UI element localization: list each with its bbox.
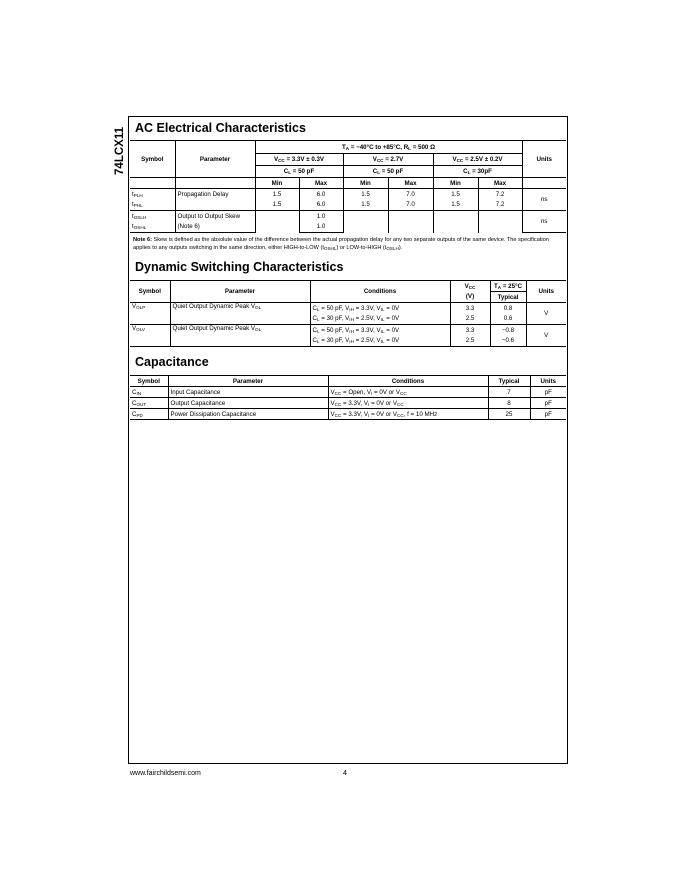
param-note-ref: (Note 6) [175,222,255,233]
units-v: V [526,303,566,325]
capacitance-section-title: Capacitance [135,355,209,369]
table-cell: 0.6 [490,314,526,325]
table-cell: −0.8 [490,325,526,336]
ac-header-max: Max [478,178,522,189]
ac-header-cl-30pf: $C_L = 30pF$ [433,166,522,178]
dynamic-switching-table [130,280,566,347]
ac-header-symbol: Symbol [130,141,175,178]
dyn-header-conditions: Conditions [310,281,450,303]
table-row [130,325,566,336]
ac-header-max: Max [388,178,433,189]
dyn-header-vcc-unit: (V) [450,292,490,303]
table-cell: 6.0 [299,189,343,200]
param-quiet-peak-volv: Quiet Output Dynamic Peak $V_{OL}$ [170,325,310,347]
table-cell: 2.5 [450,314,490,325]
table-cell: pF [530,398,566,409]
table-row [130,303,566,314]
dyn-header-units: Units [526,281,566,303]
table-row [130,409,566,420]
cond-volv-1: $C_L = 50$ pF, $V_{IH} = 3.3V$, $V_{IL} = 0V$ [310,325,450,336]
ac-header-parameter: Parameter [175,141,255,178]
ac-header-units: Units [522,141,566,178]
ac-header-min: Min [433,178,478,189]
cond-cpd: $V_{CC} = 3.3V$, $V_I = 0V$ or $V_{CC}$, f = 10 MHz [328,409,488,420]
table-cell: 1.0 [299,222,343,233]
cap-header-symbol: Symbol [130,376,168,387]
dyn-header-vcc: $V_{CC}$ [450,281,490,292]
page-number: 4 [343,770,347,777]
symbol-tphl: $t_{PHL}$ [130,200,175,211]
capacitance-table [130,375,566,420]
table-row [130,398,566,409]
cond-volp-2: $C_L = 30$ pF, $V_{IH} = 2.5V$, $V_{IL} = 0V$ [310,314,450,325]
table-cell: pF [530,387,566,398]
table-cell: 2.5 [450,336,490,347]
table-cell: 7.2 [478,189,522,200]
table-cell: 1.5 [343,189,388,200]
cap-header-typical: Typical [488,376,530,387]
table-cell: Output Capacitance [168,398,328,409]
symbol-cin: $C_{IN}$ [130,387,168,398]
table-cell: 6.0 [299,200,343,211]
table-cell: 1.5 [255,200,299,211]
units-ns: ns [522,211,566,233]
ac-header-vcc-2v5: $V_{CC} = 2.5V \pm 0.2V$ [433,154,522,166]
cond-volv-2: $C_L = 30$ pF, $V_{IH} = 2.5V$, $V_{IL} = 0V$ [310,336,450,347]
cond-cin: $V_{CC}$ = Open, $V_I = 0V$ or $V_{CC}$ [328,387,488,398]
dyn-header-ta: $T_A = 25^\circ C$ [490,281,526,292]
symbol-toslh: $t_{OSLH}$ [130,211,175,222]
dyn-header-symbol: Symbol [130,281,170,303]
cap-header-conditions: Conditions [328,376,488,387]
param-output-skew: Output to Output Skew [175,211,255,222]
table-cell: pF [530,409,566,420]
ac-section-title: AC Electrical Characteristics [135,121,306,135]
symbol-volv: $V_{OLV}$ [130,325,170,347]
table-cell: 1.5 [343,200,388,211]
ac-header-cl-50pf: $C_L = 50$ pF [255,166,343,178]
ac-header-conditions: $T_A = -40^\circ C$ to +85°C, $R_L = 500$ Ω [255,141,522,154]
param-propagation-delay: Propagation Delay [175,189,255,200]
table-row [130,387,566,398]
table-cell: 25 [488,409,530,420]
units-v: V [526,325,566,347]
table-row [130,200,566,211]
symbol-volp: $V_{OLP}$ [130,303,170,325]
symbol-toshl: $t_{OSHL}$ [130,222,175,233]
cap-header-parameter: Parameter [168,376,328,387]
table-cell: 1.5 [433,200,478,211]
ac-header-min: Min [343,178,388,189]
table-cell: 1.0 [299,211,343,222]
note-6: Note 6: Skew is defined as the absolute value of the difference between the actual propagation delay for any two separate outputs of the same device. The specification applies to any outputs switching in the same direction, either HIGH-to-LOW $(t_{OSHL})$ or LOW-to-HIGH $(t_{OSLH})$. [133,237,549,251]
table-cell: 1.5 [255,189,299,200]
footer-url[interactable]: www.fairchildsemi.com [130,770,201,777]
param-quiet-peak-volp: Quiet Output Dynamic Peak $V_{OL}$ [170,303,310,325]
table-cell: 1.5 [433,189,478,200]
dynamic-section-title: Dynamic Switching Characteristics [135,260,344,274]
table-cell: 7 [488,387,530,398]
table-cell: 8 [488,398,530,409]
table-cell: 0.8 [490,303,526,314]
table-cell: 7.0 [388,200,433,211]
cap-header-units: Units [530,376,566,387]
cond-volp-1: $C_L = 50$ pF, $V_{IH} = 3.3V$, $V_{IL} = 0V$ [310,303,450,314]
symbol-tplh: $t_{PLH}$ [130,189,175,200]
table-cell: 3.3 [450,325,490,336]
table-cell: Input Capacitance [168,387,328,398]
ac-header-min: Min [255,178,299,189]
ac-header-cl-50pf-2: $C_L = 50$ pF [343,166,433,178]
ac-header-vcc-2v7: $V_{CC} = 2.7V$ [343,154,433,166]
ac-header-max: Max [299,178,343,189]
cond-cout: $V_{CC} = 3.3V$, $V_I = 0V$ or $V_{CC}$ [328,398,488,409]
side-part-number: 74LCX11 [114,127,126,175]
ac-header-vcc-3v3: $V_{CC} = 3.3V \pm 0.3V$ [255,154,343,166]
table-cell: 7.2 [478,200,522,211]
symbol-cpd: $C_{PD}$ [130,409,168,420]
dyn-header-typical: Typical [490,292,526,303]
table-row [130,211,566,222]
table-cell: 3.3 [450,303,490,314]
units-ns: ns [522,189,566,211]
table-cell: Power Dissipation Capacitance [168,409,328,420]
table-cell: −0.6 [490,336,526,347]
symbol-cout: $C_{OUT}$ [130,398,168,409]
ac-characteristics-table [130,140,566,233]
table-cell: 7.0 [388,189,433,200]
table-row [130,189,566,200]
dyn-header-parameter: Parameter [170,281,310,303]
